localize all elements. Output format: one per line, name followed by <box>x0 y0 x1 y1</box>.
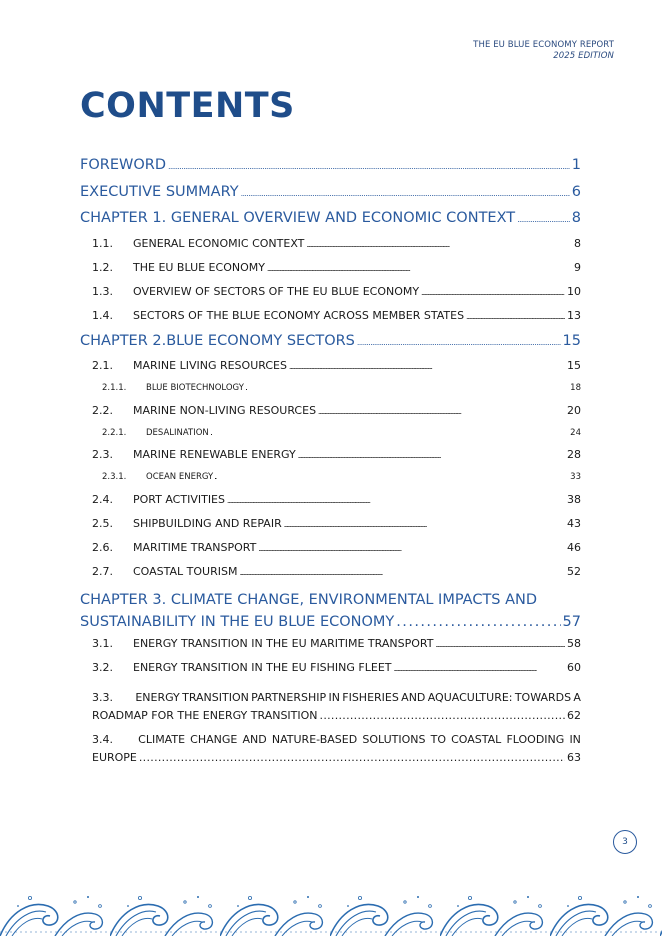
toc-title-word: FISHERIES <box>342 690 399 704</box>
toc-number: 1.1. <box>92 236 113 250</box>
running-head <box>473 40 614 62</box>
dot-leader <box>284 522 565 529</box>
toc-entry-chapter-3[interactable] <box>80 589 581 633</box>
toc-page: 8 <box>574 236 581 250</box>
toc-page: 13 <box>567 308 581 322</box>
toc-title: GENERAL ECONOMIC CONTEXT <box>133 236 305 250</box>
toc-number: 3.2. <box>92 660 113 674</box>
toc-page: 52 <box>567 564 581 578</box>
dot-leader <box>246 386 568 392</box>
toc-title-line2: ROADMAP FOR THE ENERGY TRANSITION <box>92 708 318 722</box>
toc-entry-2-4[interactable] <box>80 493 581 517</box>
toc-page: 63 <box>567 750 581 764</box>
toc-title-word: FLOODING <box>506 732 565 746</box>
dot-leader <box>241 189 570 198</box>
toc-page: 8 <box>571 210 581 226</box>
dot-leader <box>211 431 568 437</box>
toc-entry-2-1-1[interactable] <box>80 383 581 404</box>
toc-page: 33 <box>570 472 581 482</box>
dot-leader <box>215 475 568 481</box>
toc-title: CHAPTER 2.BLUE ECONOMY SECTORS <box>80 332 355 349</box>
toc-entry-2-1[interactable] <box>80 359 581 383</box>
toc-title-word: NATURE-BASED <box>271 732 358 746</box>
toc-number: 1.4. <box>92 308 113 322</box>
dot-leader <box>435 642 565 649</box>
toc-number: 2.3. <box>92 448 113 461</box>
wave-border-decoration <box>0 892 662 936</box>
toc-page: 9 <box>574 260 581 274</box>
toc-entry-foreword[interactable] <box>80 157 581 184</box>
toc-entry-2-3[interactable] <box>80 448 581 472</box>
report-title: THE EU BLUE ECONOMY REPORT <box>473 40 614 50</box>
toc-entry-3-3[interactable] <box>80 689 581 725</box>
dot-leader <box>318 409 565 416</box>
page-number-badge: 3 <box>613 830 637 854</box>
toc-title: SECTORS OF THE BLUE ECONOMY ACROSS MEMBER STATES <box>133 308 465 322</box>
toc-page: 18 <box>570 383 581 393</box>
dot-leader <box>394 666 565 673</box>
toc-number: 2.2. <box>92 403 113 417</box>
toc-entry-1-3[interactable] <box>80 285 581 309</box>
toc-entry-chapter-2[interactable] <box>80 333 581 360</box>
table-of-contents <box>80 157 581 772</box>
toc-number: 2.6. <box>92 540 113 554</box>
toc-title: BLUE BIOTECHNOLOGY <box>146 383 244 393</box>
toc-title-word: COASTAL <box>451 732 502 746</box>
toc-title-word: SOLUTIONS <box>362 732 426 746</box>
toc-number: 2.1.1. <box>102 383 127 393</box>
toc-entry-1-4[interactable] <box>80 309 581 333</box>
dot-leader <box>289 364 565 371</box>
toc-number: 3.4. <box>92 732 113 746</box>
toc-number: 2.2.1. <box>102 427 127 438</box>
toc-title-word: TOWARDS <box>514 690 572 704</box>
toc-title-word: ENERGY <box>135 690 180 704</box>
toc-title-word: AND <box>401 690 426 704</box>
toc-number: 2.1. <box>92 359 113 372</box>
toc-title: ENERGY TRANSITION IN THE EU FISHING FLEET <box>133 660 392 674</box>
dot-leader <box>306 242 572 249</box>
toc-title-word: TO <box>430 732 446 746</box>
toc-title: PORT ACTIVITIES <box>133 492 225 506</box>
toc-page: 1 <box>571 157 581 173</box>
toc-title-word: CHANGE <box>190 732 238 746</box>
toc-entry-3-2[interactable] <box>80 661 581 685</box>
toc-title-word: AND <box>242 732 267 746</box>
dot-leader <box>168 162 570 171</box>
dot-leader <box>298 453 565 460</box>
toc-page: 62 <box>567 708 581 722</box>
toc-title-word: A <box>573 690 581 704</box>
toc-entry-2-2[interactable] <box>80 404 581 428</box>
dot-leader <box>267 266 572 273</box>
dot-leader <box>239 570 565 577</box>
toc-entry-2-3-1[interactable] <box>80 472 581 493</box>
dot-leader <box>320 707 565 725</box>
toc-title: ENERGY TRANSITION IN THE EU MARITIME TRANSPORT <box>133 636 434 650</box>
toc-page: 46 <box>567 540 581 554</box>
toc-entry-1-1[interactable] <box>80 237 581 261</box>
toc-number: 1.3. <box>92 284 113 298</box>
toc-entry-2-2-1[interactable] <box>80 428 581 449</box>
toc-title: FOREWORD <box>80 157 166 173</box>
toc-page: 6 <box>571 183 581 200</box>
toc-title: MARITIME TRANSPORT <box>133 540 257 554</box>
toc-page: 20 <box>567 403 581 417</box>
toc-page: 15 <box>562 332 581 349</box>
toc-entry-3-1[interactable] <box>80 637 581 661</box>
toc-entry-2-5[interactable] <box>80 517 581 541</box>
toc-title-word: PARTNERSHIP <box>251 690 327 704</box>
toc-title-line2: EUROPE <box>92 750 137 764</box>
dot-leader <box>517 215 570 224</box>
dot-leader <box>139 749 565 767</box>
toc-title-word: IN <box>328 690 340 704</box>
contents-title: CONTENTS <box>80 86 295 126</box>
toc-title: MARINE NON-LIVING RESOURCES <box>133 403 317 417</box>
toc-title-word: AQUACULTURE: <box>427 690 513 704</box>
toc-page: 28 <box>567 448 581 461</box>
toc-title: MARINE LIVING RESOURCES <box>133 359 287 372</box>
dot-leader <box>466 314 565 321</box>
toc-title-word: TRANSITION <box>182 690 249 704</box>
toc-entry-executive-summary[interactable] <box>80 184 581 211</box>
dot-leader <box>357 338 561 347</box>
dot-leader <box>421 290 565 297</box>
toc-page: 10 <box>567 284 581 298</box>
toc-number: 2.4. <box>92 492 113 506</box>
toc-title: COASTAL TOURISM <box>133 564 238 578</box>
dot-leader <box>227 498 565 505</box>
toc-entry-chapter-1[interactable] <box>80 210 581 237</box>
toc-title-word: CLIMATE <box>138 732 186 746</box>
toc-page: 58 <box>567 636 581 650</box>
toc-title-line2: SUSTAINABILITY IN THE EU BLUE ECONOMY <box>80 613 395 630</box>
toc-entry-3-4[interactable] <box>80 731 581 767</box>
toc-number: 2.7. <box>92 564 113 578</box>
toc-number: 1.2. <box>92 260 113 274</box>
dot-leader <box>258 546 565 553</box>
toc-title: OVERVIEW OF SECTORS OF THE EU BLUE ECONOMY <box>133 284 420 298</box>
toc-number: 3.1. <box>92 636 113 650</box>
toc-title: THE EU BLUE ECONOMY <box>133 260 265 274</box>
report-edition: 2025 EDITION <box>553 51 614 61</box>
toc-page: 24 <box>570 427 581 438</box>
toc-title: SHIPBUILDING AND REPAIR <box>133 516 282 530</box>
toc-title-word: IN <box>569 732 581 746</box>
toc-title: DESALINATION <box>146 427 209 438</box>
toc-entry-2-7[interactable] <box>80 565 581 589</box>
toc-number: 2.3.1. <box>102 472 127 482</box>
toc-page: 38 <box>567 492 581 506</box>
toc-number: 2.5. <box>92 516 113 530</box>
toc-entry-1-2[interactable] <box>80 261 581 285</box>
toc-title: CHAPTER 1. GENERAL OVERVIEW AND ECONOMIC CONTEXT <box>80 210 516 226</box>
toc-number: 3.3. <box>92 690 113 704</box>
toc-title-line1: CHAPTER 3. CLIMATE CHANGE, ENVIRONMENTAL IMPACTS AND <box>80 591 538 608</box>
toc-title: EXECUTIVE SUMMARY <box>80 183 239 200</box>
toc-entry-2-6[interactable] <box>80 541 581 565</box>
toc-page: 57 <box>562 613 581 630</box>
toc-title: OCEAN ENERGY <box>146 472 214 482</box>
toc-page: 15 <box>567 359 581 372</box>
toc-page: 43 <box>567 516 581 530</box>
toc-page: 60 <box>567 660 581 674</box>
toc-title: MARINE RENEWABLE ENERGY <box>133 448 296 461</box>
dot-leader <box>396 611 560 633</box>
